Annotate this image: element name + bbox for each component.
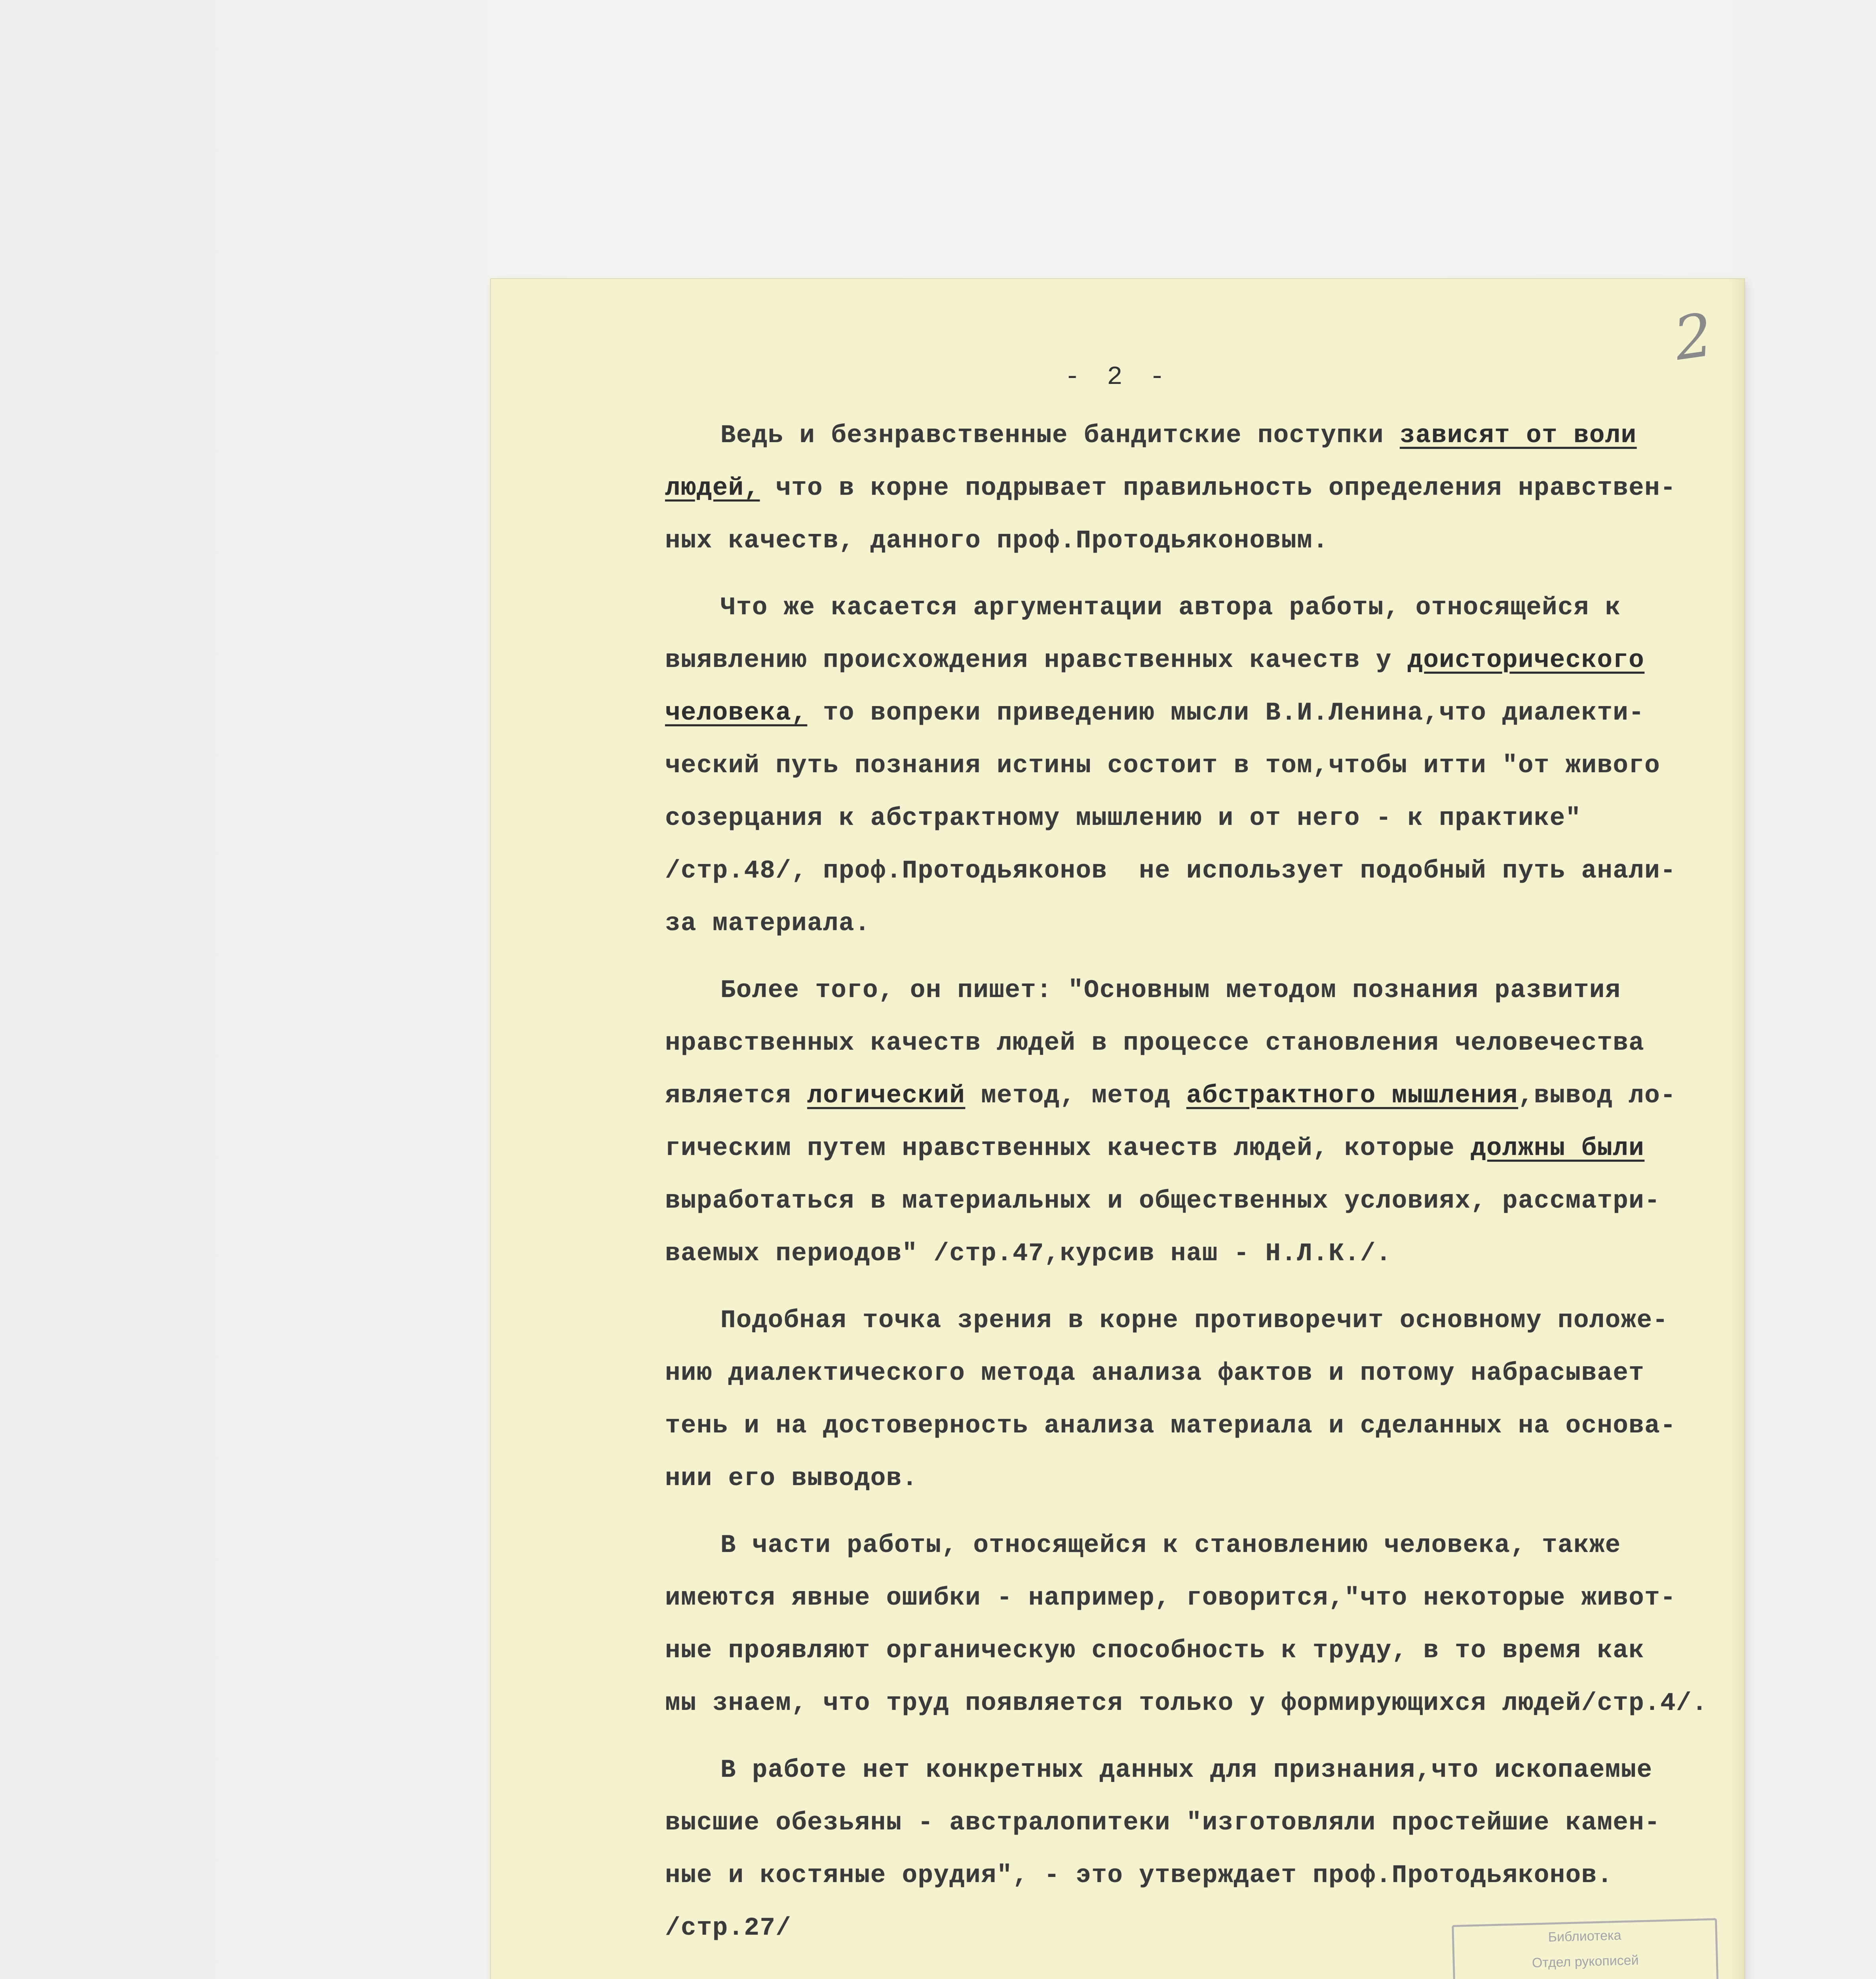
text-line: созерцания к абстрактному мышлению и от него - к практике"	[665, 804, 1581, 833]
text-line: /стр.48/, проф.Протодьяконов не использует подобный путь анали-	[665, 857, 1676, 885]
text-line: высшие обезьяны - австралопитеки "изготовляли простейшие камен-	[665, 1809, 1661, 1837]
text-line: нии его выводов.	[665, 1464, 918, 1493]
text-line: имеются явные ошибки - например, говорится,"что некоторые живот-	[665, 1584, 1676, 1612]
text-line: мы знаем, что труд появляется только у формирующихся людей/стр.4/.	[665, 1689, 1708, 1718]
text-line: /стр.27/	[665, 1914, 792, 1943]
text-line: нравственных качеств людей в процессе становления человечества	[665, 1029, 1645, 1058]
text-line: гическим путем нравственных качеств людей, которые должны были	[665, 1134, 1645, 1163]
text-line: человека, то вопреки приведению мысли В.И.Ленина,что диалекти-	[665, 699, 1645, 727]
page-edge-shadow	[1728, 279, 1744, 1979]
text-line: является логический метод, метод абстрактного мышления,вывод ло-	[665, 1082, 1676, 1110]
text-line: Что же касается аргументации автора работы, относящейся к	[720, 594, 1621, 622]
text-line: В работе нет конкретных данных для признания,что ископаемые	[720, 1756, 1653, 1785]
handwritten-folio-number: 2	[1670, 300, 1717, 374]
text-line: ных качеств, данного проф.Протодьяконовым.	[665, 527, 1329, 555]
archive-stamp: Библиотека Отдел рукописей	[1452, 1918, 1719, 1979]
text-line: ные и костяные орудия", - это утверждает проф.Протодьяконов.	[665, 1861, 1613, 1890]
text-line: Ведь и безнравственные бандитские поступки зависят от воли	[720, 422, 1637, 450]
text-line: за материала.	[665, 910, 871, 938]
text-line: тень и на достоверность анализа материала и сделанных на основа-	[665, 1412, 1676, 1440]
text-line: нию диалектического метода анализа фактов и потому набрасывает	[665, 1359, 1645, 1388]
text-line: Более того, он пишет: "Основным методом познания развития	[720, 976, 1621, 1005]
text-line: выработаться в материальных и общественных условиях, рассматри-	[665, 1187, 1661, 1216]
text-line: ческий путь познания истины состоит в том,чтобы итти "от живого	[665, 752, 1661, 780]
text-line: Подобная точка зрения в корне противоречит основному положе-	[720, 1307, 1669, 1335]
text-line: ные проявляют органическую способность к труду, в то время как	[665, 1637, 1645, 1665]
body-text	[665, 410, 1706, 1979]
text-line: В части работы, относящейся к становлению человека, также	[720, 1531, 1621, 1560]
text-line: выявлению происхождения нравственных качеств у доисторического	[665, 646, 1645, 675]
typewritten-page	[491, 279, 1744, 1979]
page-number: - 2 -	[1064, 362, 1171, 392]
text-line: людей, что в корне подрывает правильность определения нравствен-	[665, 474, 1676, 503]
text-line: ваемых периодов" /стр.47,курсив наш - Н.Л.К./.	[665, 1240, 1392, 1268]
